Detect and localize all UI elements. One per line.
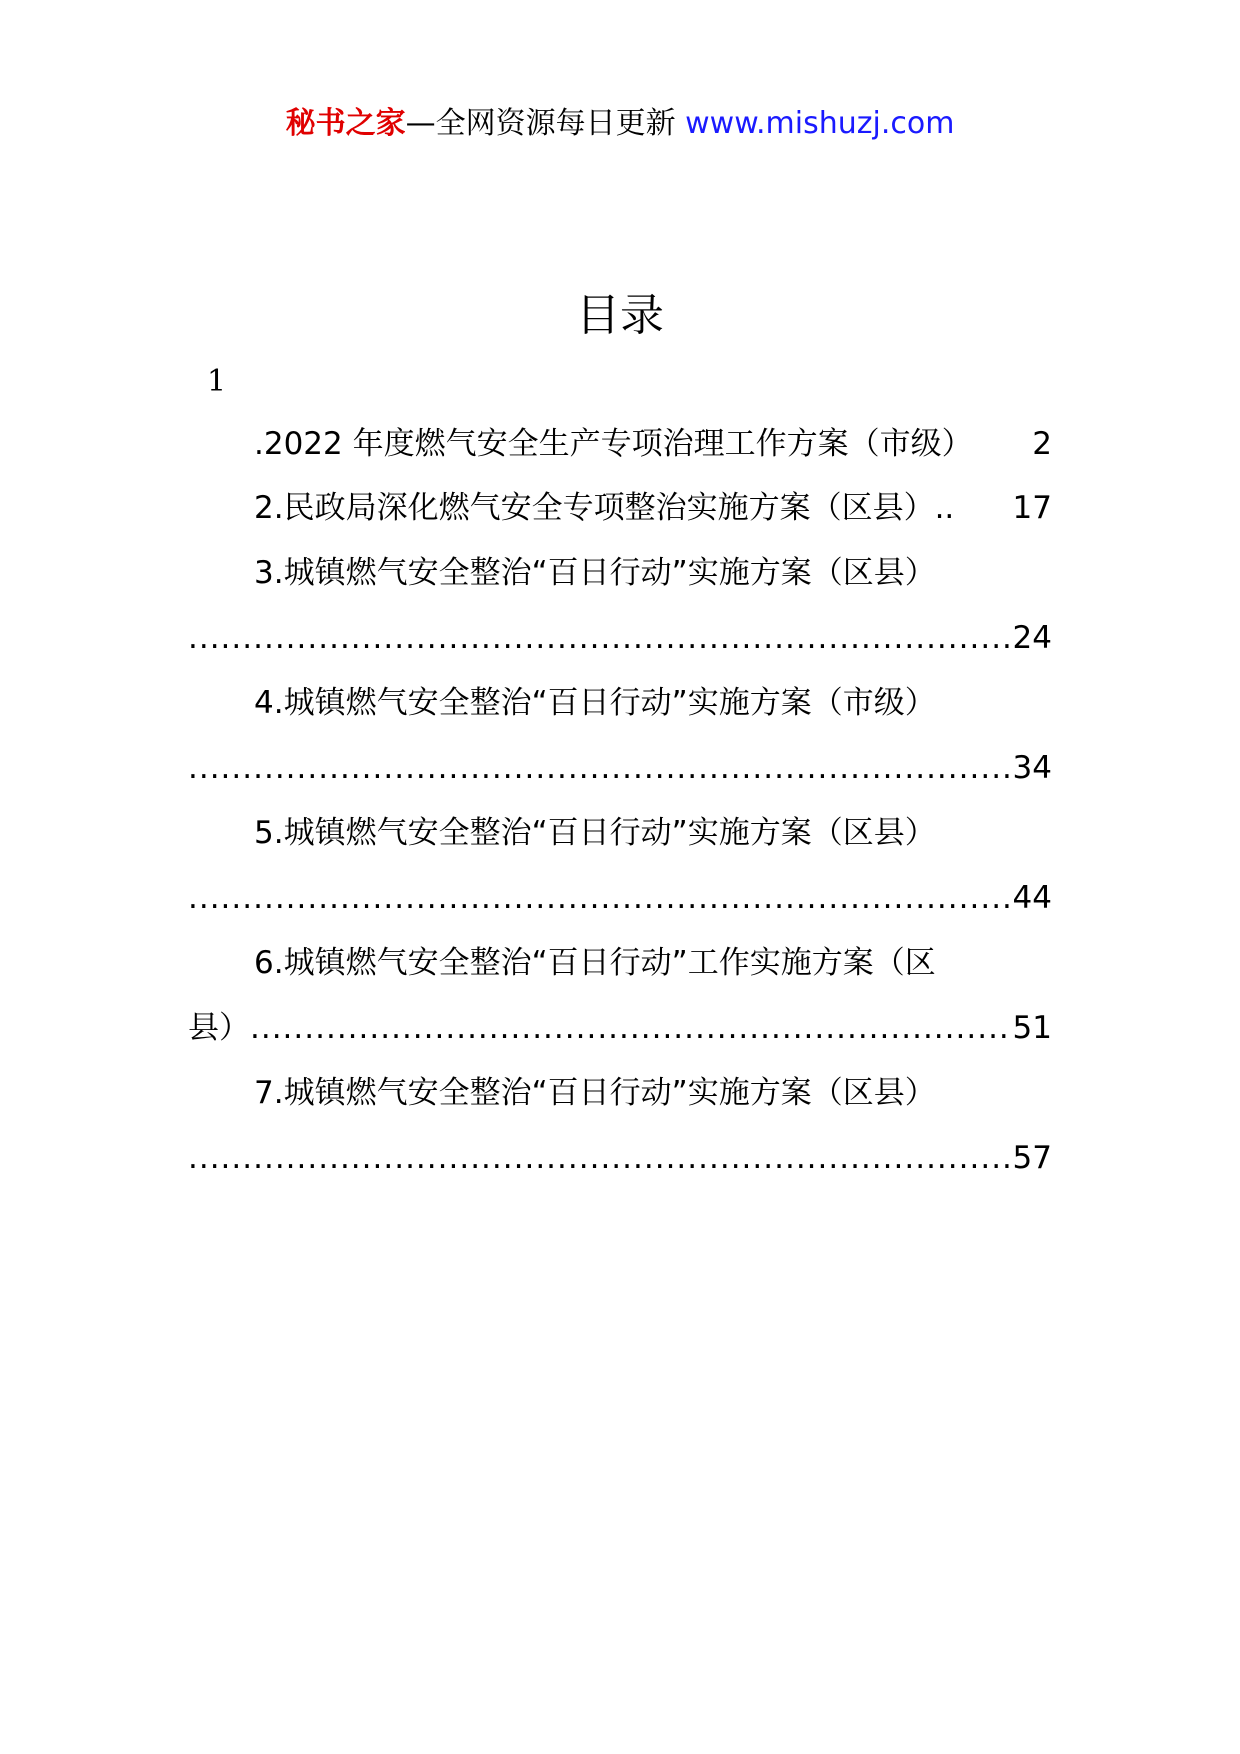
header-tagline: —全网资源每日更新 — [405, 106, 686, 141]
site-header — [0, 100, 1240, 148]
toc-entry-6[interactable] — [254, 943, 1052, 983]
dot-leader — [188, 1138, 1013, 1178]
toc-leader-line-3 — [188, 618, 1052, 658]
toc-entry-4[interactable] — [254, 683, 1052, 723]
dot-leader — [250, 1008, 1013, 1048]
site-url-link[interactable]: www.mishuzj.com — [685, 106, 955, 141]
toc-entry-title: 5.城镇燃气安全整治“百日行动”实施方案（区县） — [254, 815, 936, 851]
toc-entry-page: 44 — [1012, 880, 1052, 916]
toc-entry-page: 2 — [1032, 426, 1052, 462]
dot-leader — [188, 878, 1013, 918]
toc-leader-line-7 — [188, 1138, 1052, 1178]
stray-number: 1 — [207, 364, 227, 399]
toc-entry-page: 17 — [1012, 490, 1052, 526]
toc-entry-3[interactable] — [254, 553, 1052, 593]
toc-entry-page: 51 — [1012, 1010, 1052, 1046]
toc-entry-title: 2.民政局深化燃气安全专项整治实施方案（区县）.. — [254, 490, 955, 526]
toc-entry-page: 34 — [1012, 750, 1052, 786]
toc-entry-title: .2022 年度燃气安全生产专项治理工作方案（市级） — [254, 426, 973, 462]
dot-leader — [188, 748, 1013, 788]
toc-entry-title: 3.城镇燃气安全整治“百日行动”实施方案（区县） — [254, 555, 936, 591]
toc-entry-title: 4.城镇燃气安全整治“百日行动”实施方案（市级） — [254, 685, 936, 721]
toc-leader-line-4 — [188, 748, 1052, 788]
toc-entry-page: 57 — [1012, 1140, 1052, 1176]
page-title: 目录 — [576, 290, 664, 341]
brand-name: 秘书之家 — [285, 106, 406, 141]
toc-entry-title-cont: 县） — [188, 1010, 250, 1046]
toc-entry-1[interactable] — [254, 424, 1052, 464]
toc-entry-2[interactable] — [254, 488, 1052, 528]
toc-leader-line-6 — [188, 1008, 1052, 1048]
toc-entry-5[interactable] — [254, 813, 1052, 853]
toc-entry-page: 24 — [1012, 620, 1052, 656]
toc-entry-7[interactable] — [254, 1073, 1052, 1113]
dot-leader — [188, 618, 1013, 658]
toc-entry-title: 6.城镇燃气安全整治“百日行动”工作实施方案（区 — [254, 945, 936, 981]
toc-leader-line-5 — [188, 878, 1052, 918]
toc-entry-title: 7.城镇燃气安全整治“百日行动”实施方案（区县） — [254, 1075, 936, 1111]
